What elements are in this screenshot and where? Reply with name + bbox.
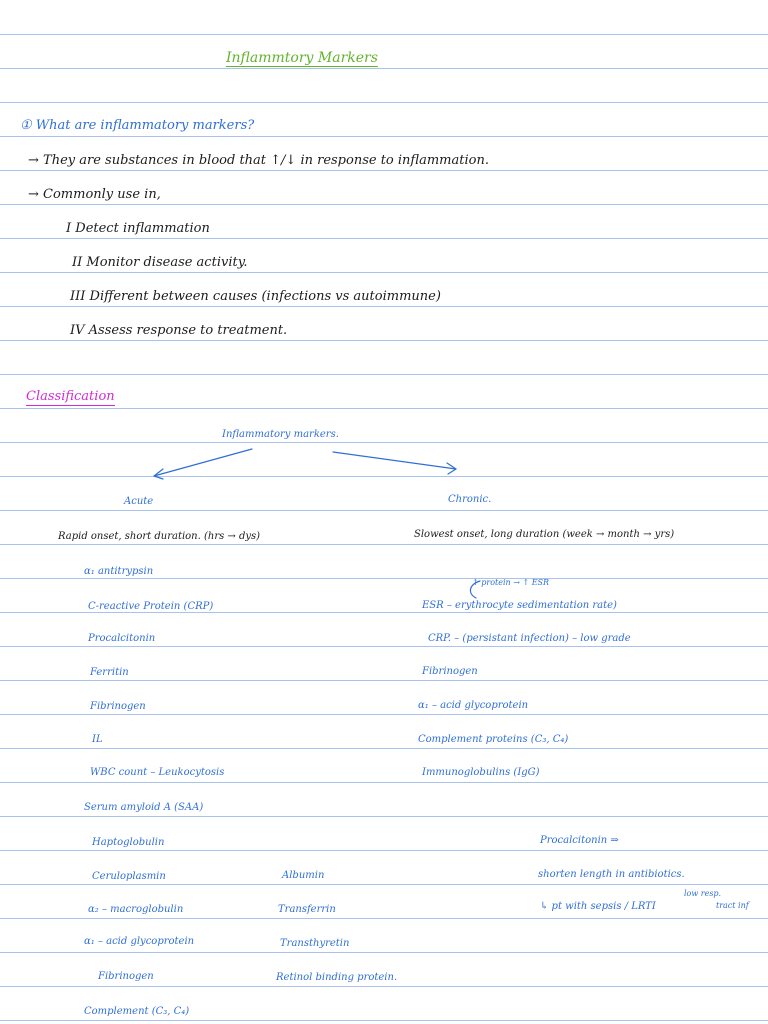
acute-marker: Fibrinogen	[98, 971, 154, 982]
acute-marker: Ferritin	[90, 667, 129, 678]
procalcitonin-note-title: Procalcitonin ⇒	[540, 835, 619, 846]
arrow-to-acute	[154, 449, 252, 476]
acute-marker: Fibrinogen	[90, 701, 146, 712]
chronic-marker: ESR – erythrocyte sedimentation rate)	[422, 600, 617, 611]
tree-root: Inflammatory markers.	[222, 429, 339, 440]
chronic-marker: CRP. – (persistant infection) – low grade	[428, 633, 631, 644]
usage-item-1: I Detect inflammation	[66, 221, 210, 236]
definition-line: → They are substances in blood that ↑/↓ in response to inflammation.	[28, 153, 489, 168]
negative-marker: Retinol binding protein.	[276, 972, 398, 983]
acute-marker: Procalcitonin	[88, 633, 156, 644]
acute-marker: WBC count – Leukocytosis	[90, 767, 225, 778]
acute-marker: Ceruloplasmin	[92, 871, 166, 882]
question-heading: ① What are inflammatory markers?	[20, 118, 255, 133]
acute-description: Rapid onset, short duration. (hrs → dys)	[58, 531, 261, 542]
usage-item-4: IV Assess response to treatment.	[70, 323, 288, 338]
chronic-marker: α₁ – acid glycoprotein	[418, 700, 529, 711]
acute-label: Acute	[124, 496, 154, 507]
negative-marker: Albumin	[282, 870, 325, 881]
negative-marker: Transferrin	[278, 904, 336, 915]
procalcitonin-note-line: shorten length in antibiotics.	[538, 869, 685, 880]
chronic-marker: Immunoglobulins (IgG)	[422, 767, 540, 778]
negative-marker: Transthyretin	[280, 938, 350, 949]
procalcitonin-side-note: low resp.	[684, 889, 722, 898]
page-title: Inflammtory Markers	[226, 50, 378, 66]
chronic-marker: Fibrinogen	[422, 666, 478, 677]
acute-marker: α₂ – macroglobulin	[88, 904, 184, 915]
arrow-to-chronic	[333, 452, 456, 469]
esr-note: ↑ protein → ↑ ESR	[472, 578, 550, 587]
procalcitonin-note-line: ↳ pt with sepsis / LRTI	[540, 901, 656, 912]
acute-marker: Serum amyloid A (SAA)	[84, 802, 204, 813]
chronic-marker: Complement proteins (C₃, C₄)	[418, 734, 569, 745]
usage-item-2: II Monitor disease activity.	[72, 255, 248, 270]
chronic-label: Chronic.	[448, 494, 492, 505]
acute-marker: α₁ antitrypsin	[84, 566, 154, 577]
usage-intro: → Commonly use in,	[28, 187, 161, 202]
acute-marker: Haptoglobulin	[92, 837, 165, 848]
acute-marker: α₁ – acid glycoprotein	[84, 936, 195, 947]
acute-marker: Complement (C₃, C₄)	[84, 1006, 190, 1017]
acute-marker: IL	[92, 734, 103, 745]
classification-heading: Classification	[26, 389, 115, 404]
chronic-description: Slowest onset, long duration (week → month → yrs)	[414, 529, 675, 540]
usage-item-3: III Different between causes (infections vs autoimmune)	[70, 289, 441, 304]
acute-marker: C-reactive Protein (CRP)	[88, 601, 214, 612]
procalcitonin-side-note: tract inf	[716, 901, 749, 910]
